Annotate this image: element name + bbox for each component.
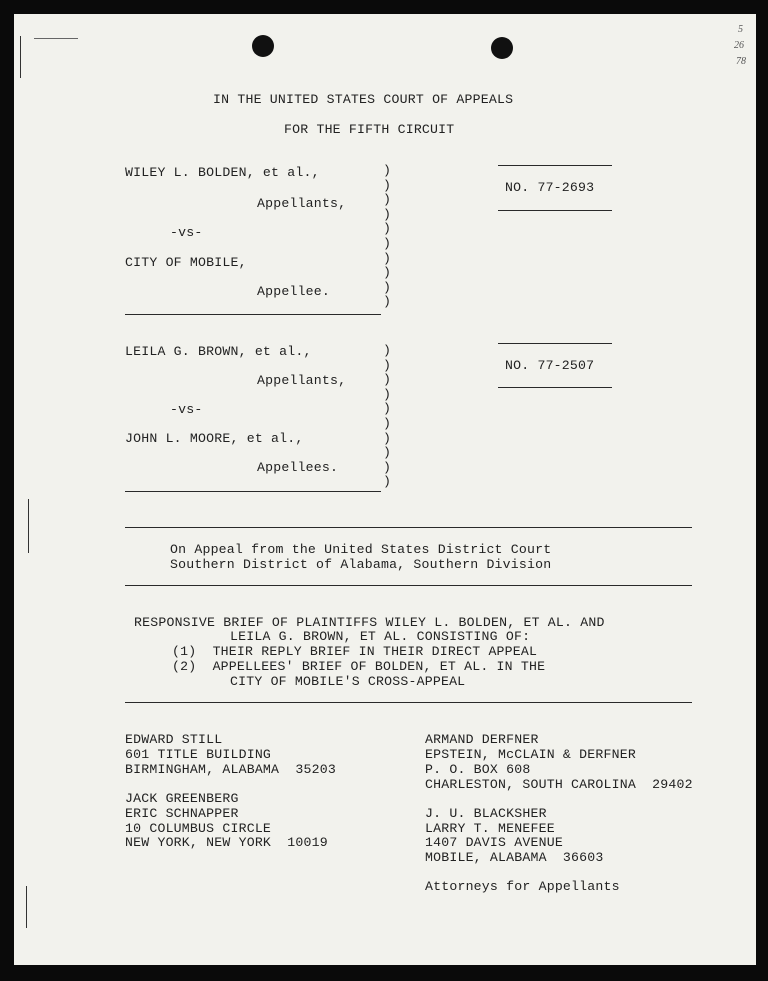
court-circuit: FOR THE FIFTH CIRCUIT — [284, 122, 455, 137]
brief-rule-bottom — [125, 702, 692, 703]
corner-note-1: 5 — [738, 24, 743, 35]
margin-dash-top — [34, 38, 78, 39]
case2-number-rule-top — [498, 343, 612, 344]
brief-line-2: LEILA G. BROWN, ET AL. CONSISTING OF: — [230, 629, 531, 644]
case1-number: NO. 77-2693 — [505, 180, 595, 195]
margin-mark-middle — [28, 499, 29, 553]
attorney-derfner-name: ARMAND DERFNER — [425, 732, 539, 747]
attorney-blacksher-name: J. U. BLACKSHER — [425, 806, 547, 821]
case1-appellant-role: Appellants, — [257, 196, 347, 211]
punch-hole-right — [491, 37, 513, 59]
case1-number-rule-bottom — [498, 210, 612, 211]
attorney-still-address-1: 601 TITLE BUILDING — [125, 747, 272, 762]
corner-note-2: 26 — [734, 40, 744, 51]
case2-number: NO. 77-2507 — [505, 358, 595, 373]
document-page — [14, 14, 756, 965]
margin-mark-top — [20, 36, 21, 78]
case2-appellee-role: Appellees. — [257, 460, 339, 475]
appeal-line-1: On Appeal from the United States District Court — [170, 542, 552, 557]
attorney-greenberg-name: JACK GREENBERG — [125, 791, 239, 806]
attorney-derfner-address-2: CHARLESTON, SOUTH CAROLINA 29402 — [425, 777, 693, 792]
case2-underline — [125, 491, 381, 492]
case2-parens: ) ) ) ) ) ) ) ) ) ) — [383, 343, 391, 490]
attorney-schnapper-name: ERIC SCHNAPPER — [125, 806, 239, 821]
attorneys-for-appellants: Attorneys for Appellants — [425, 879, 620, 894]
case1-vs: -vs- — [170, 225, 203, 240]
brief-line-3: (1) THEIR REPLY BRIEF IN THEIR DIRECT APPEAL — [172, 644, 538, 659]
margin-mark-bottom — [26, 886, 27, 928]
case1-appellee: CITY OF MOBILE, — [125, 255, 247, 270]
attorney-greenberg-address-1: 10 COLUMBUS CIRCLE — [125, 821, 272, 836]
attorney-menefee-name: LARRY T. MENEFEE — [425, 821, 555, 836]
corner-note-3: 78 — [736, 56, 746, 67]
case1-underline — [125, 314, 381, 315]
case2-appellee: JOHN L. MOORE, et al., — [125, 431, 304, 446]
appeal-line-2: Southern District of Alabama, Southern Division — [170, 557, 552, 572]
attorney-blacksher-address-1: 1407 DAVIS AVENUE — [425, 835, 563, 850]
case2-number-rule-bottom — [498, 387, 612, 388]
appeal-rule-bottom — [125, 585, 692, 586]
case1-appellant: WILEY L. BOLDEN, et al., — [125, 165, 320, 180]
brief-line-5: CITY OF MOBILE'S CROSS-APPEAL — [230, 674, 466, 689]
attorney-still-address-2: BIRMINGHAM, ALABAMA 35203 — [125, 762, 336, 777]
appeal-rule-top — [125, 527, 692, 528]
attorney-blacksher-address-2: MOBILE, ALABAMA 36603 — [425, 850, 604, 865]
case1-number-rule-top — [498, 165, 612, 166]
punch-hole-left — [252, 35, 274, 57]
court-name: IN THE UNITED STATES COURT OF APPEALS — [213, 92, 514, 107]
brief-line-4: (2) APPELLEES' BRIEF OF BOLDEN, ET AL. IN THE — [172, 659, 546, 674]
attorney-derfner-firm: EPSTEIN, McCLAIN & DERFNER — [425, 747, 636, 762]
case2-appellant: LEILA G. BROWN, et al., — [125, 344, 312, 359]
case2-vs: -vs- — [170, 402, 203, 417]
attorney-greenberg-address-2: NEW YORK, NEW YORK 10019 — [125, 835, 328, 850]
attorney-derfner-address-1: P. O. BOX 608 — [425, 762, 531, 777]
case1-appellee-role: Appellee. — [257, 284, 331, 299]
brief-line-1: RESPONSIVE BRIEF OF PLAINTIFFS WILEY L. BOLDEN, ET AL. AND — [134, 615, 605, 630]
case1-parens: ) ) ) ) ) ) ) ) ) ) — [383, 163, 391, 310]
attorney-still-name: EDWARD STILL — [125, 732, 223, 747]
case2-appellant-role: Appellants, — [257, 373, 347, 388]
